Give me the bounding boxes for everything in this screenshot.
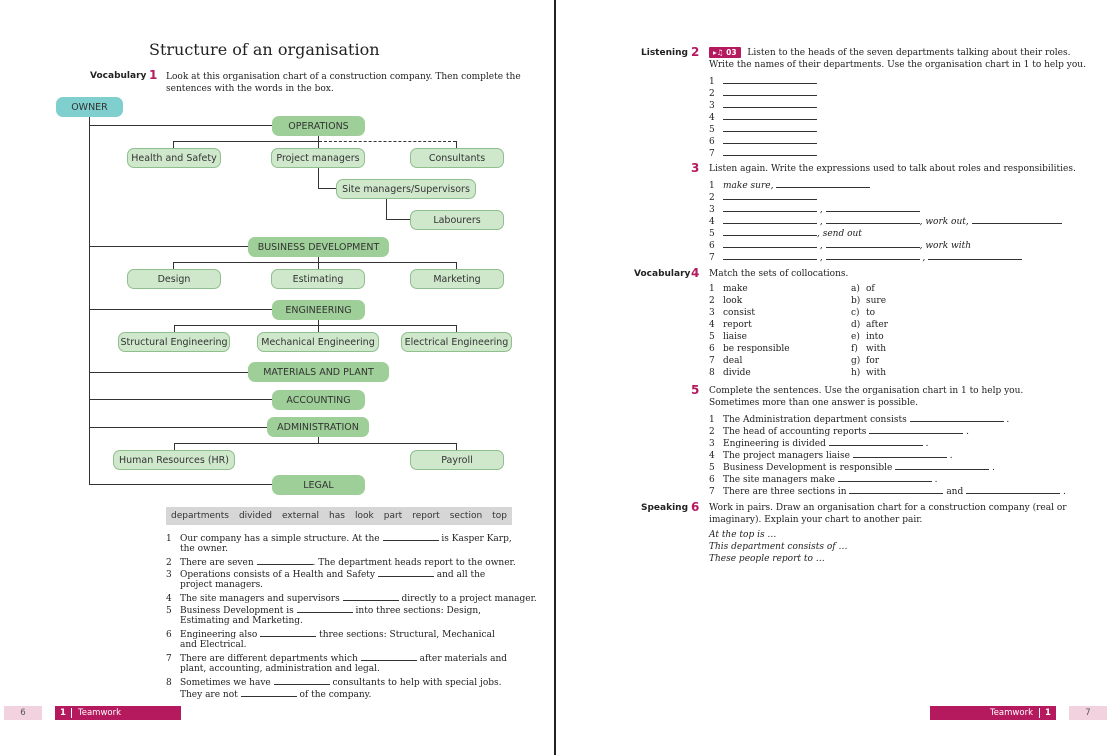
chart-accounting: ACCOUNTING [272, 390, 365, 410]
answer-blank[interactable] [723, 146, 817, 156]
answer-blank[interactable] [383, 531, 439, 541]
word: has [329, 511, 345, 521]
word: report [412, 511, 440, 521]
answer-blank[interactable] [826, 238, 920, 248]
chart-legal: LEGAL [272, 475, 365, 495]
ex5-instruction-2: Sometimes more than one answer is possible. [709, 398, 919, 408]
chart-mechanical: Mechanical Engineering [257, 332, 379, 352]
ex6-section-label: Speaking [641, 503, 689, 513]
word: part [383, 511, 403, 521]
ex5-number: 5 [691, 383, 700, 397]
answer-blank[interactable] [723, 110, 817, 120]
answer-blank[interactable] [260, 627, 316, 637]
ex1-section-label: Vocabulary [90, 71, 147, 81]
ex1-number: 1 [149, 68, 158, 82]
answer-blank[interactable] [849, 484, 943, 494]
answer-blank[interactable] [972, 214, 1062, 224]
book-spine [554, 0, 556, 755]
word: section [449, 511, 483, 521]
sentence-3-cont: project managers. [180, 580, 264, 590]
ex2-number: 2 [691, 45, 700, 59]
answer-blank[interactable] [853, 448, 947, 458]
answer-blank[interactable] [241, 687, 297, 697]
chart-structural: Structural Engineering [118, 332, 230, 352]
chart-administration: ADMINISTRATION [267, 417, 369, 437]
answer-blank[interactable] [895, 460, 989, 470]
chart-project-managers: Project managers [271, 148, 365, 168]
chart-estimating: Estimating [271, 269, 365, 289]
chart-consultants: Consultants [410, 148, 504, 168]
footer-unit-bar: 1 Teamwork [55, 706, 181, 720]
answer-blank[interactable] [910, 412, 1004, 422]
chart-engineering: ENGINEERING [272, 300, 365, 320]
sentence-1-cont: the owner. [180, 544, 229, 554]
word: look [354, 511, 374, 521]
word-box [166, 507, 512, 525]
answer-blank[interactable] [776, 178, 870, 188]
ex2-instruction-1: ▸♫ 03 Listen to the heads of the seven departments talking about their roles. [709, 47, 1070, 59]
sentence-5-cont: Estimating and Marketing. [180, 616, 303, 626]
answer-blank[interactable] [723, 98, 817, 108]
audio-track-button[interactable]: ▸♫ 03 [709, 47, 741, 58]
chart-electrical: Electrical Engineering [401, 332, 512, 352]
answer-blank[interactable] [826, 214, 920, 224]
page-number-right: 7 [1069, 706, 1107, 720]
sentence-8: 8 Sometimes we have consultants to help with special jobs. [166, 675, 501, 689]
ex5-instruction-1: Complete the sentences. Use the organisation chart in 1 to help you. [709, 386, 1024, 396]
ex4-number: 4 [691, 266, 700, 280]
page-number-left: 6 [4, 706, 42, 720]
speaking-prompt: These people report to … [709, 554, 825, 564]
answer-blank[interactable] [343, 591, 399, 601]
chart-business-development: BUSINESS DEVELOPMENT [248, 237, 389, 257]
chart-hr: Human Resources (HR) [113, 450, 235, 470]
word: external [281, 511, 320, 521]
ex2-instruction-2: Write the names of their departments. Use the organisation chart in 1 to help you. [709, 60, 1086, 70]
chart-health-safety: Health and Safety [127, 148, 221, 168]
sentence-7: 7 There are different departments which after materials and [166, 651, 507, 665]
answer-blank[interactable] [723, 122, 817, 132]
footer-unit-bar-right: Teamwork 1 [930, 706, 1056, 720]
answer-blank[interactable] [829, 436, 923, 446]
word: top [492, 511, 507, 521]
word: departments [171, 511, 229, 521]
sentence-5: 5 Business Development is into three sections: Design, [166, 603, 481, 617]
speaking-prompt: This department consists of … [709, 542, 848, 552]
ex1-instruction-2: sentences with the words in the box. [166, 84, 334, 94]
answer-blank[interactable] [869, 424, 963, 434]
sentence-1: 1 Our company has a simple structure. At the is Kasper Karp, [166, 531, 512, 545]
chart-site-managers: Site managers/Supervisors [336, 179, 476, 199]
ex3-number: 3 [691, 161, 700, 175]
answer-blank[interactable] [274, 675, 330, 685]
word: divided [238, 511, 272, 521]
answer-blank[interactable] [723, 238, 817, 248]
answer-blank[interactable] [826, 202, 920, 212]
sentence-3: 3 Operations consists of a Health and Safety and all the [166, 567, 485, 581]
answer-blank[interactable] [723, 190, 817, 200]
answer-blank[interactable] [723, 74, 817, 84]
answer-blank[interactable] [257, 555, 313, 565]
ex6-number: 6 [691, 500, 700, 514]
ex1-instruction-1: Look at this organisation chart of a construction company. Then complete the [166, 72, 521, 82]
sentence-4: 4 The site managers and supervisors directly to a project manager. [166, 591, 537, 605]
ex3-instruction: Listen again. Write the expressions used to talk about roles and responsibilities. [709, 164, 1076, 174]
page-title: Structure of an organisation [149, 40, 380, 59]
play-icon: ▸♫ [713, 47, 727, 57]
answer-blank[interactable] [723, 214, 817, 224]
answer-blank[interactable] [826, 250, 920, 260]
answer-blank[interactable] [361, 651, 417, 661]
chart-materials-plant: MATERIALS AND PLANT [248, 362, 389, 382]
answer-blank[interactable] [723, 134, 817, 144]
left-page [0, 0, 554, 755]
answer-blank[interactable] [297, 603, 353, 613]
ex6-instruction-1: Work in pairs. Draw an organisation chart for a construction company (real or [709, 503, 1067, 513]
answer-blank[interactable] [838, 472, 932, 482]
answer-blank[interactable] [723, 250, 817, 260]
answer-blank[interactable] [378, 567, 434, 577]
chart-payroll: Payroll [410, 450, 504, 470]
sentence-8-cont: They are not of the company. [180, 687, 371, 701]
answer-blank[interactable] [723, 86, 817, 96]
ex2-section-label: Listening [641, 48, 688, 58]
sentence-6-cont: and Electrical. [180, 640, 247, 650]
sentence-7-cont: plant, accounting, administration and legal. [180, 664, 380, 674]
answer-blank[interactable] [723, 226, 817, 236]
chart-operations: OPERATIONS [272, 116, 365, 136]
speaking-prompt: At the top is … [709, 530, 777, 540]
sentence-6: 6 Engineering also three sections: Structural, Mechanical [166, 627, 495, 641]
answer-blank[interactable] [928, 250, 1022, 260]
answer-blank[interactable] [723, 202, 817, 212]
answer-blank[interactable] [966, 484, 1060, 494]
chart-labourers: Labourers [410, 210, 504, 230]
right-page: Listening 2 ▸♫ 03 Listen to the heads of the seven departments talking about their roles. Write the names of their departments. Use the organisation chart in 1 to help you. 1 2 3 4 5 6 7 3 Listen again. Write the expressions used to talk about roles and responsibilities. 1 make sure, 2 3 , 4 , , work out, 5 , send out 6 , , work with 7 , , Vocabulary 4 Match the sets of collocations. 1 make 2 look 3 consist 4 report 5 liaise 6 be responsible 7 deal 8 divide a) of b) sure c) to d) after e) into f) with g) for h) with 5 Complete the sentences. Use the organisation chart in 1 to help you. Sometimes more than one answer is possible. 1 The Administration department consists . 2 The head of accounting reports . 3 Engineering is divided . 4 The project managers liaise . 5 Business Development is responsible . 6 The site managers make . 7 There are three sections in and . Speaking 6 Work in pairs. Draw an organisation chart for a construction company (real or imaginary). Explain your chart to another pair. At the top is … This department consists of … These people report to … Teamwork 1 7 [557, 0, 1112, 755]
chart-owner: OWNER [56, 97, 123, 117]
chart-design: Design [127, 269, 221, 289]
ex4-instruction: Match the sets of collocations. [709, 269, 849, 279]
ex4-section-label: Vocabulary [634, 269, 691, 279]
ex6-instruction-2: imaginary). Explain your chart to another pair. [709, 515, 923, 525]
sentence-2: 2 There are seven . The department heads report to the owner. [166, 555, 516, 569]
chart-marketing: Marketing [410, 269, 504, 289]
